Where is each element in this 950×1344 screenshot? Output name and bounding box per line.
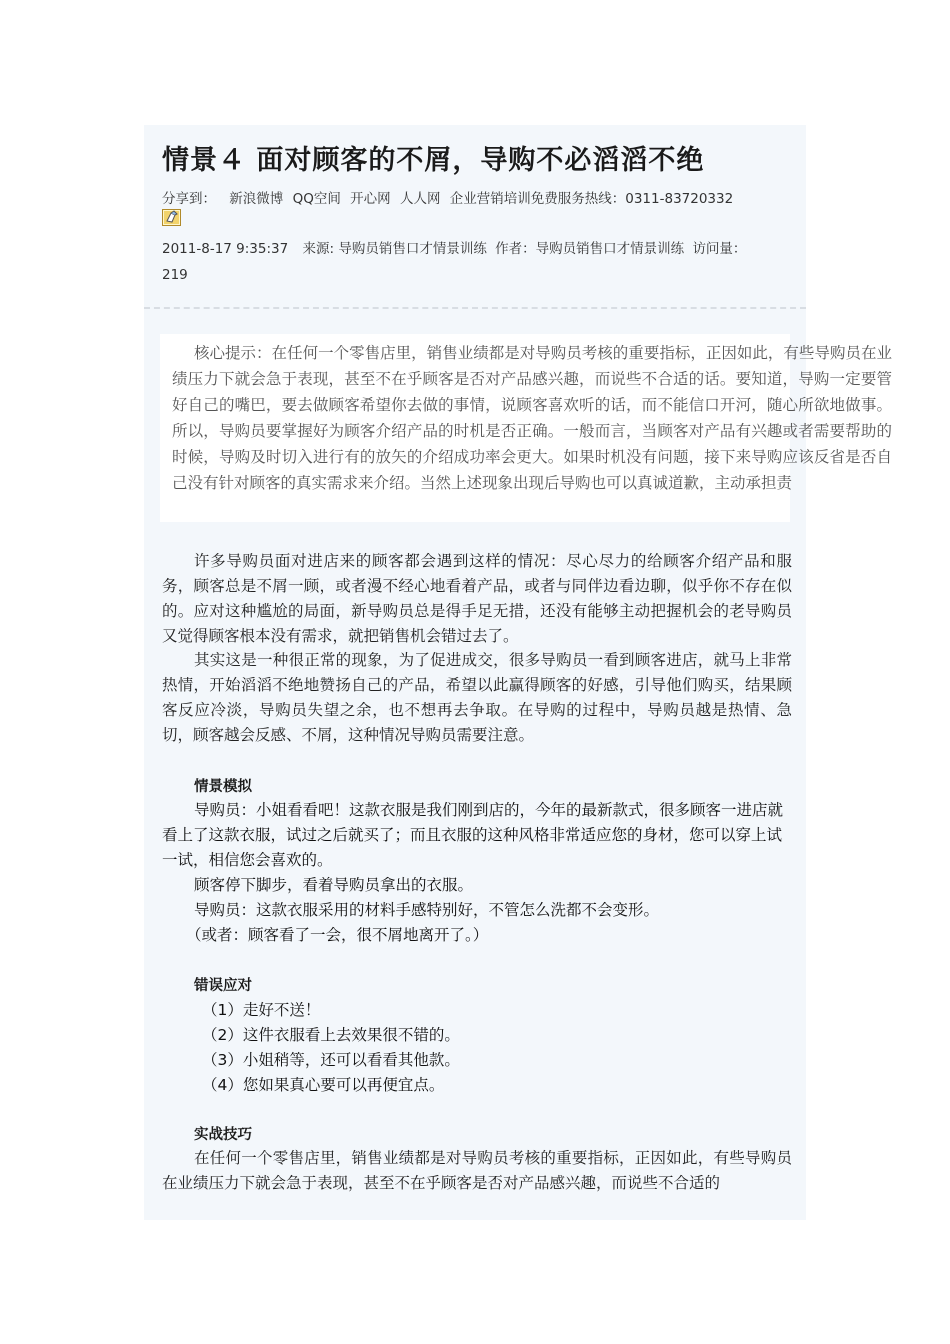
mistake-item-2: （2）这件衣服看上去效果很不错的。 xyxy=(202,1026,460,1044)
share-kaixin-link[interactable]: 开心网 xyxy=(350,191,391,207)
article-source: 来源: 导购员销售口才情景训练 xyxy=(302,241,487,257)
share-qq-link[interactable]: QQ空间 xyxy=(292,191,341,207)
mistake-item-3: （3）小姐稍等，还可以看看其他款。 xyxy=(202,1051,460,1069)
hotline-text: 企业营销培训免费服务热线：0311-83720332 xyxy=(449,191,734,207)
article-title: 情景４ 面对顾客的不屑，导购不必滔滔不绝 xyxy=(162,145,705,176)
paragraph-2: 其实这是一种很正常的现象，为了促进成交，很多导购员一看到顾客进店，就马上非常热情，开始滔滔不绝地赞扬自己的产品，希望以此赢得顾客的好感，引导他们购买，结果顾客反应冷淡，导购员失望之余，也不想再去争取。在导购的过程中，导购员越是热情、急切，顾客越会反感、不屑，这种情况导购员需要注意。 xyxy=(162,651,792,744)
paragraph-1: 许多导购员面对进店来的顾客都会遇到这样的情况：尽心尽力的给顾客介绍产品和服务，顾客总是不屑一顾，或者漫不经心地看着产品，或者与同伴边看边聊，似乎你不存在似的。应对这种尴尬的局面，新导购员总是得手足无措，还没有能够主动把握机会的老导购员又觉得顾客根本没有需求，就把销售机会错过去了。 xyxy=(162,552,792,645)
scenario-line-2: 顾客停下脚步，看着导购员拿出的衣服。 xyxy=(194,876,474,894)
mistake-item-1: （1）走好不送！ xyxy=(202,1001,321,1019)
skills-text: 在任何一个零售店里，销售业绩都是对导购员考核的重要指标，正因如此，有些导购员在业绩压力下就会急于表现，甚至不在乎顾客是否对产品感兴趣，而说些不合适的 xyxy=(162,1149,792,1192)
skills-heading: 实战技巧 xyxy=(194,1127,252,1143)
share-more-icon[interactable] xyxy=(162,209,181,226)
share-label: 分享到： xyxy=(162,191,216,207)
mistakes-heading: 错误应对 xyxy=(194,978,252,994)
scenario-heading: 情景模拟 xyxy=(194,779,252,795)
publish-date: 2011-8-17 9:35:37 xyxy=(162,241,289,257)
share-sina-link[interactable]: 新浪微博 xyxy=(229,191,284,207)
header-divider xyxy=(144,307,806,309)
views-label: 访问量： xyxy=(692,241,747,257)
scenario-line-3: 导购员：这款衣服采用的材料手感特别好，不管怎么洗都不会变形。 xyxy=(194,901,660,919)
summary-text: 核心提示：在任何一个零售店里，销售业绩都是对导购员考核的重要指标，正因如此，有些导购员在业绩压力下就会急于表现，甚至不在乎顾客是否对产品感兴趣，而说些不合适的话。要知道，导购一定要管好自己的嘴巴，要去做顾客希望你去做的事情，说顾客喜欢听的话，而不能信口开河，随心所欲地做事。所以，导购员要掌握好为顾客介绍产品的时机是否正确。一般而言，当顾客对产品有兴趣或者需要帮助的时候，导购及时切入进行有的放矢的介绍成功率会更大。如果时机没有问题，接下来导购应该反省是否自己没有针对顾客的真实需求来介绍。当然上述现象出现后导购也可以真诚道歉，主动承担责 xyxy=(172,344,892,492)
views-count: 219 xyxy=(162,267,188,283)
mistake-item-4: （4）您如果真心要可以再便宜点。 xyxy=(202,1076,445,1094)
scenario-line-4: （或者：顾客看了一会，很不屑地离开了。） xyxy=(186,926,489,944)
article-meta xyxy=(162,236,782,288)
scenario-line-1: 导购员：小姐看看吧！这款衣服是我们刚到店的，今年的最新款式，很多顾客一进店就看上了这款衣服，试过之后就买了；而且衣服的这种风格非常适应您的身材，您可以穿上试一试，相信您会喜欢的。 xyxy=(162,801,784,869)
article-author: 作者：导购员销售口才情景训练 xyxy=(495,241,685,257)
mistakes-list xyxy=(202,998,460,1098)
share-renren-link[interactable]: 人人网 xyxy=(399,191,441,207)
share-bar xyxy=(162,187,738,207)
